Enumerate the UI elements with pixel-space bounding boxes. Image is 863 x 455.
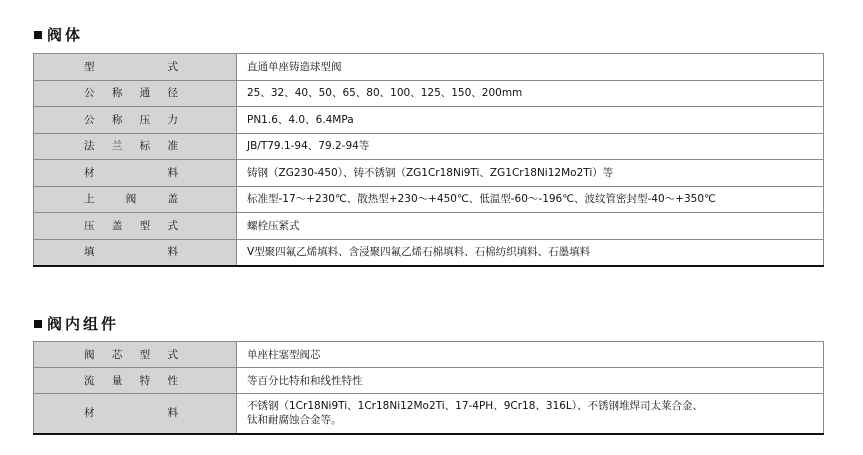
row-label: 材 料 <box>34 394 237 434</box>
row-value: V型聚四氟乙烯填料、含浸聚四氟乙烯石棉填料、石棉纺织填料、石墨填料 <box>237 239 824 266</box>
table-row <box>34 80 824 107</box>
row-value: 25、32、40、50、65、80、100、125、150、200mm <box>237 80 824 107</box>
table-row <box>34 213 824 240</box>
section-title-valve-trim <box>34 313 119 334</box>
table-row <box>34 239 824 266</box>
valve-trim-spec-table <box>33 341 824 435</box>
row-value: 标准型-17～+230℃、散热型+230～+450℃、低温型-60～-196℃、波纹管密封型-40～+350℃ <box>237 186 824 213</box>
bullet-square-icon <box>34 31 42 39</box>
row-value: PN1.6、4.0、6.4MPa <box>237 107 824 134</box>
row-label: 公称通径 <box>34 80 237 107</box>
section-title-valve-body <box>34 24 83 45</box>
row-label: 填 料 <box>34 239 237 266</box>
table-row <box>34 186 824 213</box>
table-row <box>34 368 824 394</box>
row-value-line: 不锈钢（1Cr18Ni9Ti、1Cr18Ni12Mo2Ti、17-4PH、9Cr18、316L）、不锈钢堆焊司太莱合金、 <box>247 400 704 413</box>
table-row <box>34 54 824 81</box>
row-value: JB/T79.1-94、79.2-94等 <box>237 133 824 160</box>
row-label: 阀芯型式 <box>34 342 237 368</box>
row-value: 单座柱塞型阀芯 <box>237 342 824 368</box>
table-row <box>34 342 824 368</box>
row-value-line: 钛和耐腐蚀合金等。 <box>247 414 342 427</box>
table-row <box>34 133 824 160</box>
section-title-text: 阀体 <box>47 26 84 44</box>
row-label: 公称压力 <box>34 107 237 134</box>
row-label: 压盖型式 <box>34 213 237 240</box>
row-value: 铸钢（ZG230-450）、铸不锈钢（ZG1Cr18Ni9Ti、ZG1Cr18Ni12Mo2Ti）等 <box>237 160 824 187</box>
bullet-square-icon <box>34 320 42 328</box>
row-value <box>237 394 824 434</box>
row-label: 型 式 <box>34 54 237 81</box>
row-label: 法兰标准 <box>34 133 237 160</box>
table-row <box>34 160 824 187</box>
row-value: 螺栓压紧式 <box>237 213 824 240</box>
table-row <box>34 107 824 134</box>
row-label: 材 料 <box>34 160 237 187</box>
table-row <box>34 394 824 434</box>
row-value: 等百分比特和和线性特性 <box>237 368 824 394</box>
row-label: 上 阀 盖 <box>34 186 237 213</box>
valve-body-spec-table <box>33 53 824 267</box>
section-title-text: 阀内组件 <box>47 315 120 333</box>
row-value: 直通单座铸造球型阀 <box>237 54 824 81</box>
row-label: 流量特性 <box>34 368 237 394</box>
